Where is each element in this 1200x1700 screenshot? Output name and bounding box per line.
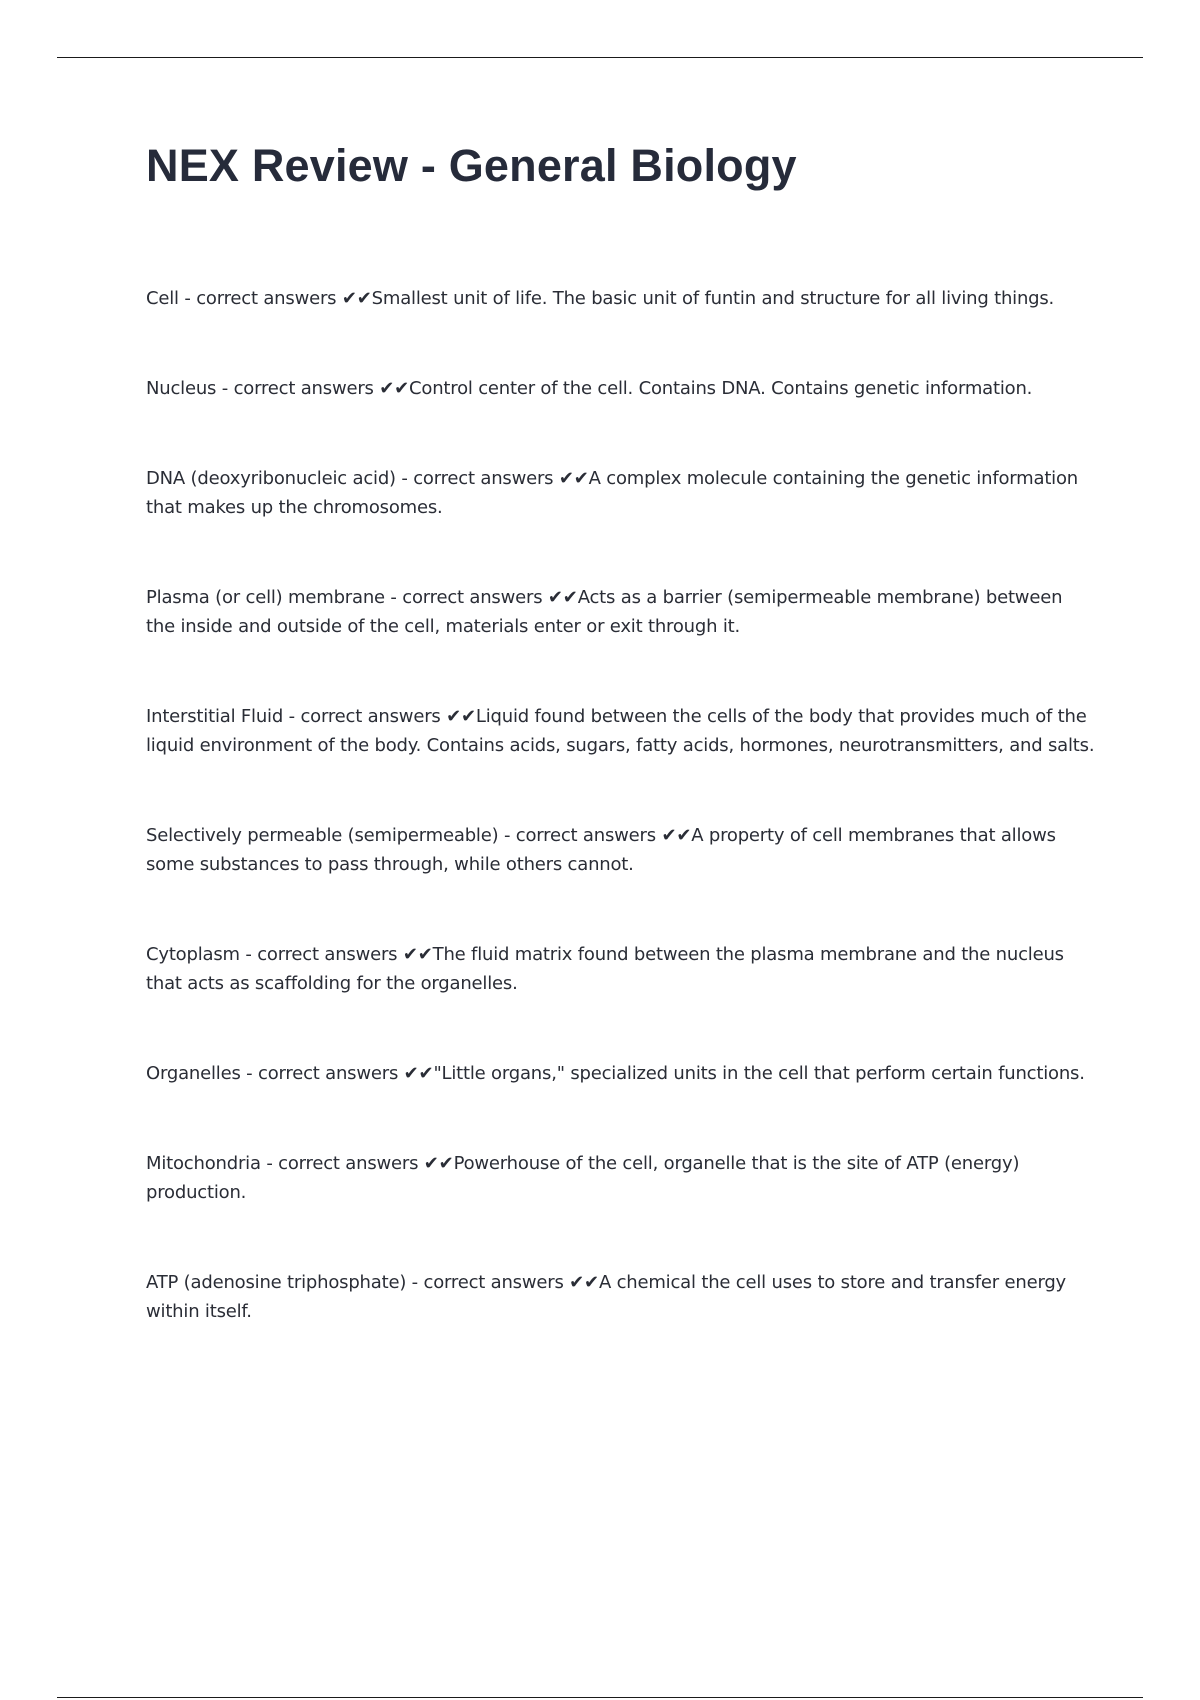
flashcard-list: [146, 284, 1096, 1326]
entry-separator: -: [260, 1153, 279, 1174]
entry-separator: -: [239, 944, 258, 965]
flashcard-entry: [146, 821, 1096, 879]
entry-term: Cell: [146, 288, 179, 309]
check-icon: ✔✔: [373, 378, 410, 399]
flashcard-entry: [146, 583, 1096, 641]
entry-separator: -: [178, 288, 197, 309]
answer-marker: correct answers: [258, 1063, 399, 1084]
check-icon: ✔✔: [397, 944, 433, 965]
entry-definition: Smallest unit of life. The basic unit of funtin and structure for all living things.: [371, 288, 1055, 309]
document-body: [146, 138, 1096, 1387]
flashcard-entry: [146, 464, 1096, 522]
entry-term: ATP (adenosine triphosphate): [146, 1272, 407, 1293]
answer-marker: correct answers: [300, 706, 441, 727]
top-rule: [57, 57, 1143, 58]
entry-separator: -: [406, 1272, 424, 1293]
check-icon: ✔✔: [418, 1153, 454, 1174]
flashcard-entry: [146, 1149, 1096, 1207]
check-icon: ✔✔: [655, 825, 692, 846]
entry-term: Organelles: [146, 1063, 241, 1084]
entry-separator: -: [240, 1063, 258, 1084]
page-title: NEX Review - General Biology: [146, 140, 797, 191]
flashcard-entry: [146, 374, 1096, 403]
check-icon: ✔✔: [336, 288, 372, 309]
entry-definition: A complex molecule containing the genetic information that makes up the chromosomes.: [146, 468, 1078, 518]
check-icon: ✔✔: [563, 1272, 599, 1293]
entry-term: Interstitial Fluid: [146, 706, 284, 727]
entry-definition: Acts as a barrier (semipermeable membrane) between the inside and outside of the cell, materials enter or exit through it.: [146, 587, 1063, 637]
flashcard-entry: [146, 284, 1096, 313]
entry-definition: The fluid matrix found between the plasma membrane and the nucleus that acts as scaffolding for the organelles.: [146, 944, 1064, 994]
entry-separator: -: [283, 706, 301, 727]
entry-separator: -: [216, 378, 234, 399]
check-icon: ✔✔: [542, 587, 578, 608]
answer-marker: correct answers: [423, 1272, 564, 1293]
answer-marker: correct answers: [413, 468, 554, 489]
entry-term: DNA (deoxyribonucleic acid): [146, 468, 396, 489]
entry-term: Plasma (or cell) membrane: [146, 587, 385, 608]
flashcard-entry: [146, 702, 1096, 760]
entry-separator: -: [384, 587, 403, 608]
answer-marker: correct answers: [402, 587, 543, 608]
flashcard-entry: [146, 1268, 1096, 1326]
entry-term: Mitochondria: [146, 1153, 261, 1174]
entry-term: Nucleus: [146, 378, 217, 399]
answer-marker: correct answers: [515, 825, 656, 846]
entry-term: Selectively permeable (semipermeable): [146, 825, 499, 846]
answer-marker: correct answers: [233, 378, 374, 399]
entry-separator: -: [498, 825, 516, 846]
answer-marker: correct answers: [257, 944, 398, 965]
check-icon: ✔✔: [440, 706, 476, 727]
check-icon: ✔✔: [398, 1063, 434, 1084]
flashcard-entry: [146, 940, 1096, 998]
entry-definition: Control center of the cell. Contains DNA. Contains genetic information.: [409, 378, 1033, 399]
entry-definition: A property of cell membranes that allows some substances to pass through, while others cannot.: [146, 825, 1056, 875]
answer-marker: correct answers: [196, 288, 337, 309]
answer-marker: correct answers: [278, 1153, 419, 1174]
flashcard-entry: [146, 1059, 1096, 1088]
bottom-rule: [57, 1697, 1143, 1698]
entry-term: Cytoplasm: [146, 944, 240, 965]
entry-definition: Powerhouse of the cell, organelle that is the site of ATP (energy) production.: [146, 1153, 1020, 1203]
entry-definition: A chemical the cell uses to store and transfer energy within itself.: [146, 1272, 1067, 1322]
entry-separator: -: [395, 468, 414, 489]
entry-definition: "Little organs," specialized units in the cell that perform certain functions.: [433, 1063, 1085, 1084]
entry-definition: Liquid found between the cells of the body that provides much of the liquid environment of the body. Contains acids, sugars, fatty acids, hormones, neurotransmitters, and salts.: [146, 706, 1095, 756]
check-icon: ✔✔: [553, 468, 589, 489]
